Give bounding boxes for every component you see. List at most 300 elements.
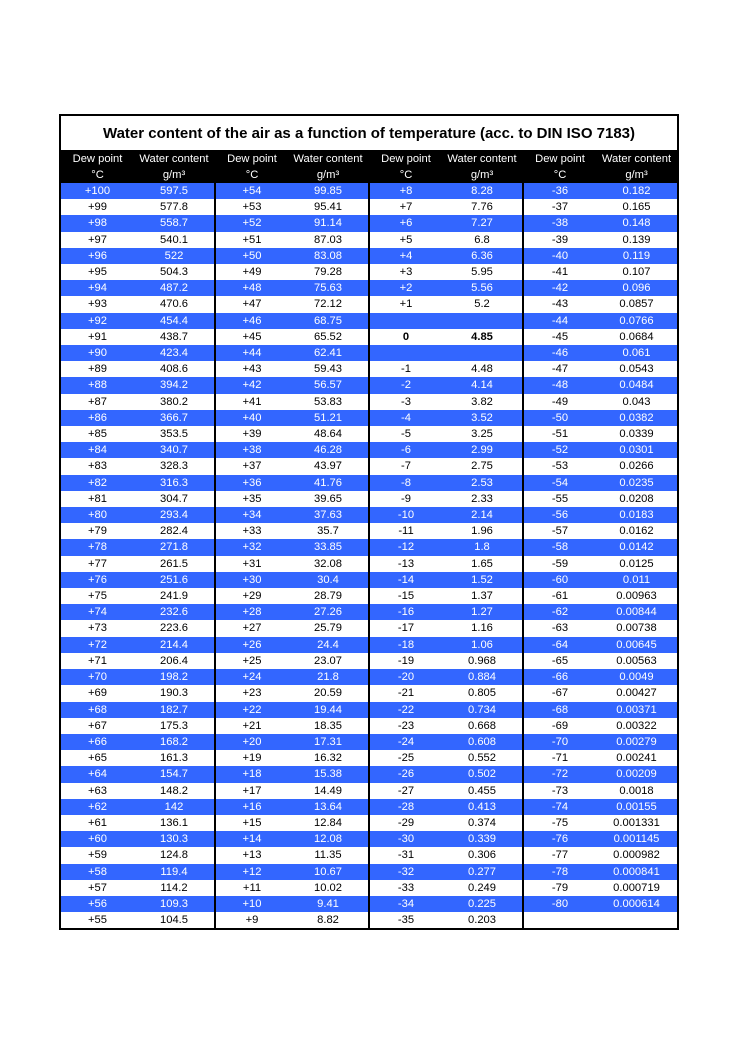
water-content-cell — [596, 912, 677, 928]
water-content-cell: 328.3 — [134, 458, 215, 474]
dew-point-cell: -61 — [523, 588, 596, 604]
water-content-cell: 87.03 — [288, 232, 369, 248]
water-content-cell: 10.02 — [288, 880, 369, 896]
dew-point-cell: -7 — [369, 458, 442, 474]
water-content-cell: 91.14 — [288, 215, 369, 231]
water-content-cell: 0.000982 — [596, 847, 677, 863]
water-content-cell: 0.0125 — [596, 556, 677, 572]
header-unit-water: g/m³ — [442, 168, 523, 183]
water-content-cell: 0.608 — [442, 734, 523, 750]
dew-point-cell — [369, 313, 442, 329]
dew-point-cell: +2 — [369, 280, 442, 296]
dew-point-cell: +43 — [215, 361, 288, 377]
dew-point-cell: +97 — [61, 232, 134, 248]
water-content-cell: 15.38 — [288, 766, 369, 782]
water-content-cell: 2.33 — [442, 491, 523, 507]
water-content-cell: 6.36 — [442, 248, 523, 264]
water-content-cell: 504.3 — [134, 264, 215, 280]
dew-point-cell: +90 — [61, 345, 134, 361]
water-content-cell: 136.1 — [134, 815, 215, 831]
water-content-cell: 353.5 — [134, 426, 215, 442]
water-content-cell: 3.52 — [442, 410, 523, 426]
dew-point-cell: +61 — [61, 815, 134, 831]
water-content-cell: 0.00241 — [596, 750, 677, 766]
dew-point-cell: +81 — [61, 491, 134, 507]
water-content-cell: 0.339 — [442, 831, 523, 847]
dew-point-cell: +87 — [61, 394, 134, 410]
water-content-cell: 9.41 — [288, 896, 369, 912]
dew-point-cell: +25 — [215, 653, 288, 669]
water-content-cell: 6.8 — [442, 232, 523, 248]
dew-point-cell: +32 — [215, 539, 288, 555]
water-content-cell: 0.0208 — [596, 491, 677, 507]
water-content-cell: 0.0162 — [596, 523, 677, 539]
table-row — [61, 847, 677, 863]
water-content-cell: 114.2 — [134, 880, 215, 896]
dew-point-cell: +69 — [61, 685, 134, 701]
water-content-cell: 65.52 — [288, 329, 369, 345]
dew-point-cell: -4 — [369, 410, 442, 426]
water-content-cell: 232.6 — [134, 604, 215, 620]
water-content-cell: 0.107 — [596, 264, 677, 280]
water-content-cell: 0.0543 — [596, 361, 677, 377]
water-content-cell: 0.00322 — [596, 718, 677, 734]
water-content-cell: 0.805 — [442, 685, 523, 701]
dew-point-cell: +11 — [215, 880, 288, 896]
water-content-cell: 0.000841 — [596, 864, 677, 880]
table-row — [61, 588, 677, 604]
dew-point-cell: +71 — [61, 653, 134, 669]
water-content-cell: 119.4 — [134, 864, 215, 880]
dew-point-cell: -23 — [369, 718, 442, 734]
header-water-content: Water content — [288, 151, 369, 168]
water-content-cell: 0.249 — [442, 880, 523, 896]
water-content-cell: 7.76 — [442, 199, 523, 215]
table-row — [61, 653, 677, 669]
dew-point-cell: -78 — [523, 864, 596, 880]
dew-point-cell: 0 — [369, 329, 442, 345]
dew-point-cell: +34 — [215, 507, 288, 523]
table-row — [61, 572, 677, 588]
table-row — [61, 329, 677, 345]
water-content-cell: 0.00371 — [596, 702, 677, 718]
dew-point-cell: -22 — [369, 702, 442, 718]
dew-point-cell: +58 — [61, 864, 134, 880]
dew-point-cell: -3 — [369, 394, 442, 410]
water-content-cell: 577.8 — [134, 199, 215, 215]
dew-point-cell: +44 — [215, 345, 288, 361]
table-row — [61, 199, 677, 215]
dew-point-cell: -30 — [369, 831, 442, 847]
dew-point-cell: +77 — [61, 556, 134, 572]
dew-point-cell: +36 — [215, 475, 288, 491]
dew-point-cell: -71 — [523, 750, 596, 766]
table-row — [61, 377, 677, 393]
dew-point-cell: +62 — [61, 799, 134, 815]
header-dew-point: Dew point — [215, 151, 288, 168]
water-content-cell: 182.7 — [134, 702, 215, 718]
dew-point-cell: +7 — [369, 199, 442, 215]
water-content-cell: 0.225 — [442, 896, 523, 912]
dew-point-cell: +98 — [61, 215, 134, 231]
dew-point-cell: -15 — [369, 588, 442, 604]
table-row — [61, 880, 677, 896]
table-row — [61, 232, 677, 248]
header-water-content: Water content — [596, 151, 677, 168]
water-content-cell: 2.99 — [442, 442, 523, 458]
table-row — [61, 620, 677, 636]
water-content-cell: 142 — [134, 799, 215, 815]
dew-point-cell: +27 — [215, 620, 288, 636]
table-row — [61, 280, 677, 296]
dew-point-cell: -57 — [523, 523, 596, 539]
water-content-cell: 408.6 — [134, 361, 215, 377]
dew-point-cell: -76 — [523, 831, 596, 847]
dew-point-cell: -35 — [369, 912, 442, 928]
water-content-cell: 0.00963 — [596, 588, 677, 604]
dew-point-cell: -49 — [523, 394, 596, 410]
dew-point-cell: +99 — [61, 199, 134, 215]
table-row — [61, 637, 677, 653]
dew-point-cell: +75 — [61, 588, 134, 604]
water-content-cell: 59.43 — [288, 361, 369, 377]
dew-point-cell: -58 — [523, 539, 596, 555]
water-content-cell: 0.306 — [442, 847, 523, 863]
dew-point-cell: +26 — [215, 637, 288, 653]
dew-point-cell: +80 — [61, 507, 134, 523]
dew-point-cell: -64 — [523, 637, 596, 653]
dew-point-cell: -77 — [523, 847, 596, 863]
water-content-cell: 394.2 — [134, 377, 215, 393]
water-content-cell: 0.413 — [442, 799, 523, 815]
water-content-cell: 0.502 — [442, 766, 523, 782]
water-content-cell: 1.37 — [442, 588, 523, 604]
table-row — [61, 815, 677, 831]
water-content-cell: 1.96 — [442, 523, 523, 539]
table-row — [61, 766, 677, 782]
dew-point-cell: -6 — [369, 442, 442, 458]
table-row — [61, 864, 677, 880]
water-content-cell: 41.76 — [288, 475, 369, 491]
dew-point-cell: +30 — [215, 572, 288, 588]
dew-point-cell: +53 — [215, 199, 288, 215]
water-content-cell: 5.2 — [442, 296, 523, 312]
dew-point-cell: -38 — [523, 215, 596, 231]
dew-point-cell: -33 — [369, 880, 442, 896]
dew-point-cell: -79 — [523, 880, 596, 896]
header-dew-point: Dew point — [369, 151, 442, 168]
table-row — [61, 345, 677, 361]
dew-point-cell: -65 — [523, 653, 596, 669]
dew-point-cell: -37 — [523, 199, 596, 215]
water-content-cell: 0.119 — [596, 248, 677, 264]
water-content-cell: 540.1 — [134, 232, 215, 248]
dew-point-cell: -47 — [523, 361, 596, 377]
dew-point-cell: -1 — [369, 361, 442, 377]
dew-point-cell: -62 — [523, 604, 596, 620]
water-content-cell: 0.061 — [596, 345, 677, 361]
water-content-cell: 0.0266 — [596, 458, 677, 474]
water-content-cell: 2.53 — [442, 475, 523, 491]
table-row — [61, 718, 677, 734]
dew-point-cell: +72 — [61, 637, 134, 653]
water-content-cell: 304.7 — [134, 491, 215, 507]
water-content-cell: 0.552 — [442, 750, 523, 766]
water-content-cell: 16.32 — [288, 750, 369, 766]
header-dew-point: Dew point — [523, 151, 596, 168]
dew-point-cell: +5 — [369, 232, 442, 248]
water-content-cell: 1.65 — [442, 556, 523, 572]
dew-point-cell: +51 — [215, 232, 288, 248]
table-row — [61, 394, 677, 410]
water-content-cell: 18.35 — [288, 718, 369, 734]
water-content-cell: 0.182 — [596, 183, 677, 199]
dew-point-cell: -68 — [523, 702, 596, 718]
table-row — [61, 896, 677, 912]
dew-point-cell: +96 — [61, 248, 134, 264]
dew-point-cell: +86 — [61, 410, 134, 426]
water-content-cell: 5.56 — [442, 280, 523, 296]
dew-point-cell: +79 — [61, 523, 134, 539]
water-content-cell: 7.27 — [442, 215, 523, 231]
dew-point-cell: +78 — [61, 539, 134, 555]
water-content-cell: 4.85 — [442, 329, 523, 345]
water-content-cell: 522 — [134, 248, 215, 264]
water-content-cell: 161.3 — [134, 750, 215, 766]
dew-point-cell — [369, 345, 442, 361]
dew-point-cell: -18 — [369, 637, 442, 653]
water-content-cell: 340.7 — [134, 442, 215, 458]
dew-point-cell: +6 — [369, 215, 442, 231]
dew-point-cell: +33 — [215, 523, 288, 539]
water-content-cell: 11.35 — [288, 847, 369, 863]
water-content-cell: 5.95 — [442, 264, 523, 280]
page-title: Water content of the air as a function of temperature (acc. to DIN ISO 7183) — [61, 116, 677, 151]
dew-point-cell: -70 — [523, 734, 596, 750]
water-content-cell: 0.0484 — [596, 377, 677, 393]
water-content-cell: 0.668 — [442, 718, 523, 734]
water-content-cell: 124.8 — [134, 847, 215, 863]
water-content-cell: 1.8 — [442, 539, 523, 555]
dew-point-cell: +94 — [61, 280, 134, 296]
table-row — [61, 734, 677, 750]
table-row — [61, 442, 677, 458]
water-content-cell: 0.277 — [442, 864, 523, 880]
water-content-cell: 1.52 — [442, 572, 523, 588]
water-content-cell: 4.48 — [442, 361, 523, 377]
water-content-cell: 438.7 — [134, 329, 215, 345]
dew-point-cell: +67 — [61, 718, 134, 734]
dew-point-cell: +93 — [61, 296, 134, 312]
dew-point-cell: -56 — [523, 507, 596, 523]
table-row — [61, 604, 677, 620]
dew-point-cell: -74 — [523, 799, 596, 815]
water-content-cell: 0.0183 — [596, 507, 677, 523]
dew-point-cell: +54 — [215, 183, 288, 199]
dew-point-cell: -69 — [523, 718, 596, 734]
water-content-cell — [442, 313, 523, 329]
dew-point-cell: -41 — [523, 264, 596, 280]
table-row — [61, 669, 677, 685]
table-row — [61, 539, 677, 555]
dew-point-cell: +20 — [215, 734, 288, 750]
table-row — [61, 183, 677, 199]
table-row — [61, 831, 677, 847]
dew-point-cell: +15 — [215, 815, 288, 831]
water-content-cell: 0.968 — [442, 653, 523, 669]
water-content-cell: 0.0684 — [596, 329, 677, 345]
header-water-content: Water content — [134, 151, 215, 168]
dew-point-cell: +73 — [61, 620, 134, 636]
dew-point-cell: +64 — [61, 766, 134, 782]
dew-point-cell: -72 — [523, 766, 596, 782]
dew-point-cell — [523, 912, 596, 928]
dew-point-cell: +40 — [215, 410, 288, 426]
dew-point-cell: +95 — [61, 264, 134, 280]
dew-point-cell: +82 — [61, 475, 134, 491]
table-row — [61, 264, 677, 280]
water-content-cell: 56.57 — [288, 377, 369, 393]
water-content-cell: 0.139 — [596, 232, 677, 248]
table-row — [61, 410, 677, 426]
water-content-cell: 148.2 — [134, 783, 215, 799]
water-content-cell: 33.85 — [288, 539, 369, 555]
water-content-cell: 0.00427 — [596, 685, 677, 701]
dew-point-cell: +18 — [215, 766, 288, 782]
dew-point-sheet — [59, 114, 679, 930]
dew-point-cell: -13 — [369, 556, 442, 572]
water-content-cell: 0.148 — [596, 215, 677, 231]
water-content-cell: 32.08 — [288, 556, 369, 572]
dew-point-cell: -53 — [523, 458, 596, 474]
dew-point-cell: +24 — [215, 669, 288, 685]
dew-point-cell: +29 — [215, 588, 288, 604]
table-row — [61, 702, 677, 718]
water-content-cell: 293.4 — [134, 507, 215, 523]
water-content-cell: 223.6 — [134, 620, 215, 636]
water-content-cell: 241.9 — [134, 588, 215, 604]
table-row — [61, 361, 677, 377]
water-content-cell: 487.2 — [134, 280, 215, 296]
water-content-cell: 75.63 — [288, 280, 369, 296]
dew-point-cell: -34 — [369, 896, 442, 912]
dew-point-cell: +88 — [61, 377, 134, 393]
water-content-cell: 251.6 — [134, 572, 215, 588]
water-content-cell: 53.83 — [288, 394, 369, 410]
water-content-cell: 68.75 — [288, 313, 369, 329]
dew-point-cell: +47 — [215, 296, 288, 312]
water-content-cell: 79.28 — [288, 264, 369, 280]
water-content-cell: 35.7 — [288, 523, 369, 539]
dew-point-cell: -5 — [369, 426, 442, 442]
dew-point-cell: +48 — [215, 280, 288, 296]
dew-point-cell: +16 — [215, 799, 288, 815]
header-unit-temp: °C — [215, 168, 288, 183]
water-content-cell: 0.0301 — [596, 442, 677, 458]
dew-point-cell: -40 — [523, 248, 596, 264]
water-content-cell: 380.2 — [134, 394, 215, 410]
table-row — [61, 750, 677, 766]
dew-point-cell: +22 — [215, 702, 288, 718]
dew-point-cell: -14 — [369, 572, 442, 588]
dew-point-cell: -75 — [523, 815, 596, 831]
dew-point-cell: +84 — [61, 442, 134, 458]
water-content-cell: 271.8 — [134, 539, 215, 555]
header-unit-temp: °C — [369, 168, 442, 183]
dew-point-cell: -52 — [523, 442, 596, 458]
dew-point-cell: -19 — [369, 653, 442, 669]
table-row — [61, 523, 677, 539]
header-row-labels — [61, 151, 677, 168]
water-content-cell: 13.64 — [288, 799, 369, 815]
dew-point-cell: +76 — [61, 572, 134, 588]
water-content-cell: 282.4 — [134, 523, 215, 539]
table-row — [61, 215, 677, 231]
water-content-cell: 10.67 — [288, 864, 369, 880]
water-content-cell: 37.63 — [288, 507, 369, 523]
table-row — [61, 685, 677, 701]
water-content-cell: 14.49 — [288, 783, 369, 799]
water-content-cell: 0.000614 — [596, 896, 677, 912]
water-content-cell: 558.7 — [134, 215, 215, 231]
water-content-cell: 62.41 — [288, 345, 369, 361]
dew-point-cell: -26 — [369, 766, 442, 782]
water-content-cell: 0.0235 — [596, 475, 677, 491]
dew-point-cell: +46 — [215, 313, 288, 329]
water-content-cell: 12.84 — [288, 815, 369, 831]
water-content-cell: 0.884 — [442, 669, 523, 685]
dew-point-cell: -60 — [523, 572, 596, 588]
table-row — [61, 313, 677, 329]
table-row — [61, 783, 677, 799]
dew-point-cell: +65 — [61, 750, 134, 766]
water-content-cell: 104.5 — [134, 912, 215, 928]
dew-point-cell: +56 — [61, 896, 134, 912]
dew-point-cell: +23 — [215, 685, 288, 701]
header-unit-temp: °C — [61, 168, 134, 183]
water-content-cell: 0.203 — [442, 912, 523, 928]
water-content-cell: 316.3 — [134, 475, 215, 491]
water-content-cell: 0.00645 — [596, 637, 677, 653]
dew-point-cell: +9 — [215, 912, 288, 928]
dew-point-cell: +8 — [369, 183, 442, 199]
water-content-cell: 423.4 — [134, 345, 215, 361]
water-content-cell: 46.28 — [288, 442, 369, 458]
dew-point-cell: +19 — [215, 750, 288, 766]
water-content-cell: 3.82 — [442, 394, 523, 410]
water-content-cell: 0.0142 — [596, 539, 677, 555]
dew-point-cell: +21 — [215, 718, 288, 734]
water-content-cell: 19.44 — [288, 702, 369, 718]
dew-point-cell: -51 — [523, 426, 596, 442]
dew-point-cell: -48 — [523, 377, 596, 393]
water-content-cell: 454.4 — [134, 313, 215, 329]
dew-point-cell: +10 — [215, 896, 288, 912]
water-content-cell: 154.7 — [134, 766, 215, 782]
dew-point-cell: +31 — [215, 556, 288, 572]
water-content-cell: 0.0766 — [596, 313, 677, 329]
header-dew-point: Dew point — [61, 151, 134, 168]
water-content-cell: 0.000719 — [596, 880, 677, 896]
dew-point-cell: -12 — [369, 539, 442, 555]
dew-point-cell: +14 — [215, 831, 288, 847]
water-content-cell: 198.2 — [134, 669, 215, 685]
water-content-cell: 0.001331 — [596, 815, 677, 831]
water-content-cell: 48.64 — [288, 426, 369, 442]
water-content-cell: 95.41 — [288, 199, 369, 215]
table-row — [61, 458, 677, 474]
water-content-cell: 0.00738 — [596, 620, 677, 636]
